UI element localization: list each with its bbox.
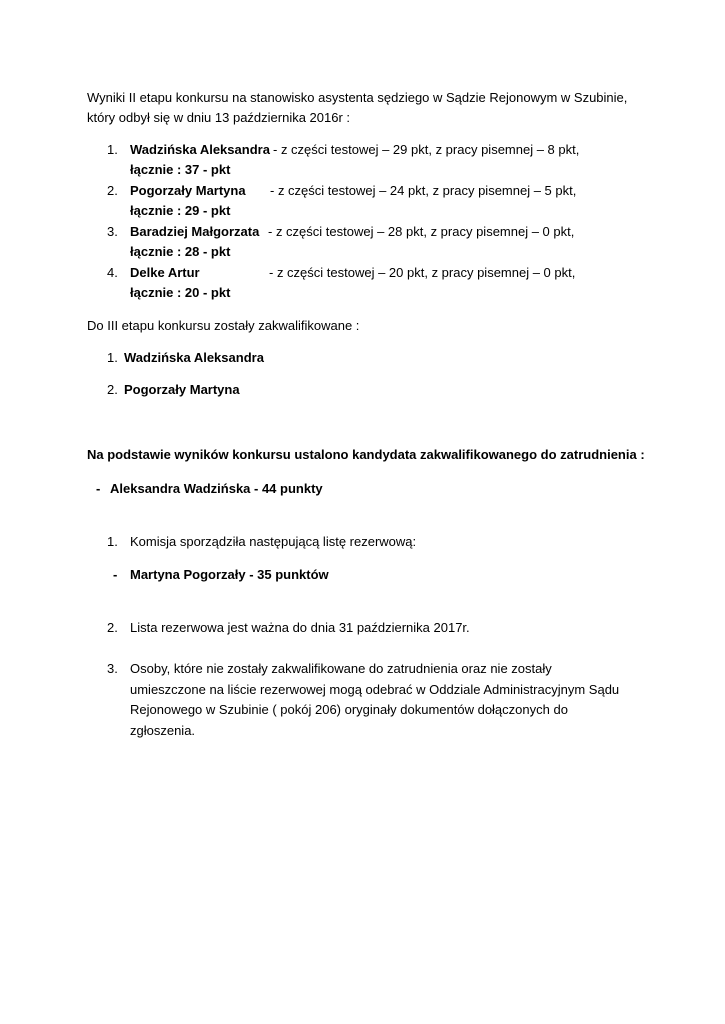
result-name: Baradziej Małgorzata xyxy=(130,224,260,239)
note-number: 2. xyxy=(107,620,118,635)
result-number: 3. xyxy=(107,224,118,239)
intro-line-2: który odbył się w dniu 13 października 2016r : xyxy=(87,110,351,125)
note-text-line: zgłoszenia. xyxy=(130,723,196,738)
reserve-entry: Martyna Pogorzały - 35 punktów xyxy=(130,567,329,582)
result-name: Wadzińska Aleksandra xyxy=(130,142,270,157)
result-total: łącznie : 37 - pkt xyxy=(130,162,231,177)
stage3-number: 1. xyxy=(107,350,118,365)
result-total: łącznie : 28 - pkt xyxy=(130,244,231,259)
result-number: 4. xyxy=(107,265,118,280)
note-text: Lista rezerwowa jest ważna do dnia 31 października 2017r. xyxy=(130,620,470,635)
decision-heading: Na podstawie wyników konkursu ustalono kandydata zakwalifikowanego do zatrudnienia : xyxy=(87,447,645,462)
note-text-line: Osoby, które nie zostały zakwalifikowane do zatrudnienia oraz nie zostały xyxy=(130,661,552,676)
note-text-line: Rejonowego w Szubinie ( pokój 206) oryginały dokumentów dołączonych do xyxy=(130,702,568,717)
result-total: łącznie : 20 - pkt xyxy=(130,285,231,300)
note-text-line: umieszczone na liście rezerwowej mogą odebrać w Oddziale Administracyjnym Sądu xyxy=(130,682,620,697)
stage3-heading: Do III etapu konkursu zostały zakwalifikowane : xyxy=(87,318,360,333)
result-total: łącznie : 29 - pkt xyxy=(130,203,231,218)
note-text: Komisja sporządziła następującą listę rezerwową: xyxy=(130,534,417,549)
decision-candidate: Aleksandra Wadzińska - 44 punkty xyxy=(110,481,323,496)
result-name: Pogorzały Martyna xyxy=(130,183,246,198)
stage3-name: Pogorzały Martyna xyxy=(124,382,240,397)
result-name: Delke Artur xyxy=(130,265,200,280)
result-number: 2. xyxy=(107,183,118,198)
result-detail: - z części testowej – 28 pkt, z pracy pisemnej – 0 pkt, xyxy=(268,224,575,239)
result-detail: - z części testowej – 24 pkt, z pracy pisemnej – 5 pkt, xyxy=(270,183,577,198)
result-number: 1. xyxy=(107,142,118,157)
note-number: 3. xyxy=(107,661,118,676)
intro-line-1: Wyniki II etapu konkursu na stanowisko asystenta sędziego w Sądzie Rejonowym w Szubinie, xyxy=(87,90,628,105)
result-detail: - z części testowej – 20 pkt, z pracy pisemnej – 0 pkt, xyxy=(269,265,576,280)
note-number: 1. xyxy=(107,534,118,549)
reserve-dash: - xyxy=(113,567,118,582)
decision-dash: - xyxy=(96,481,101,496)
stage3-name: Wadzińska Aleksandra xyxy=(124,350,264,365)
stage3-number: 2. xyxy=(107,382,118,397)
result-detail: - z części testowej – 29 pkt, z pracy pisemnej – 8 pkt, xyxy=(273,142,580,157)
